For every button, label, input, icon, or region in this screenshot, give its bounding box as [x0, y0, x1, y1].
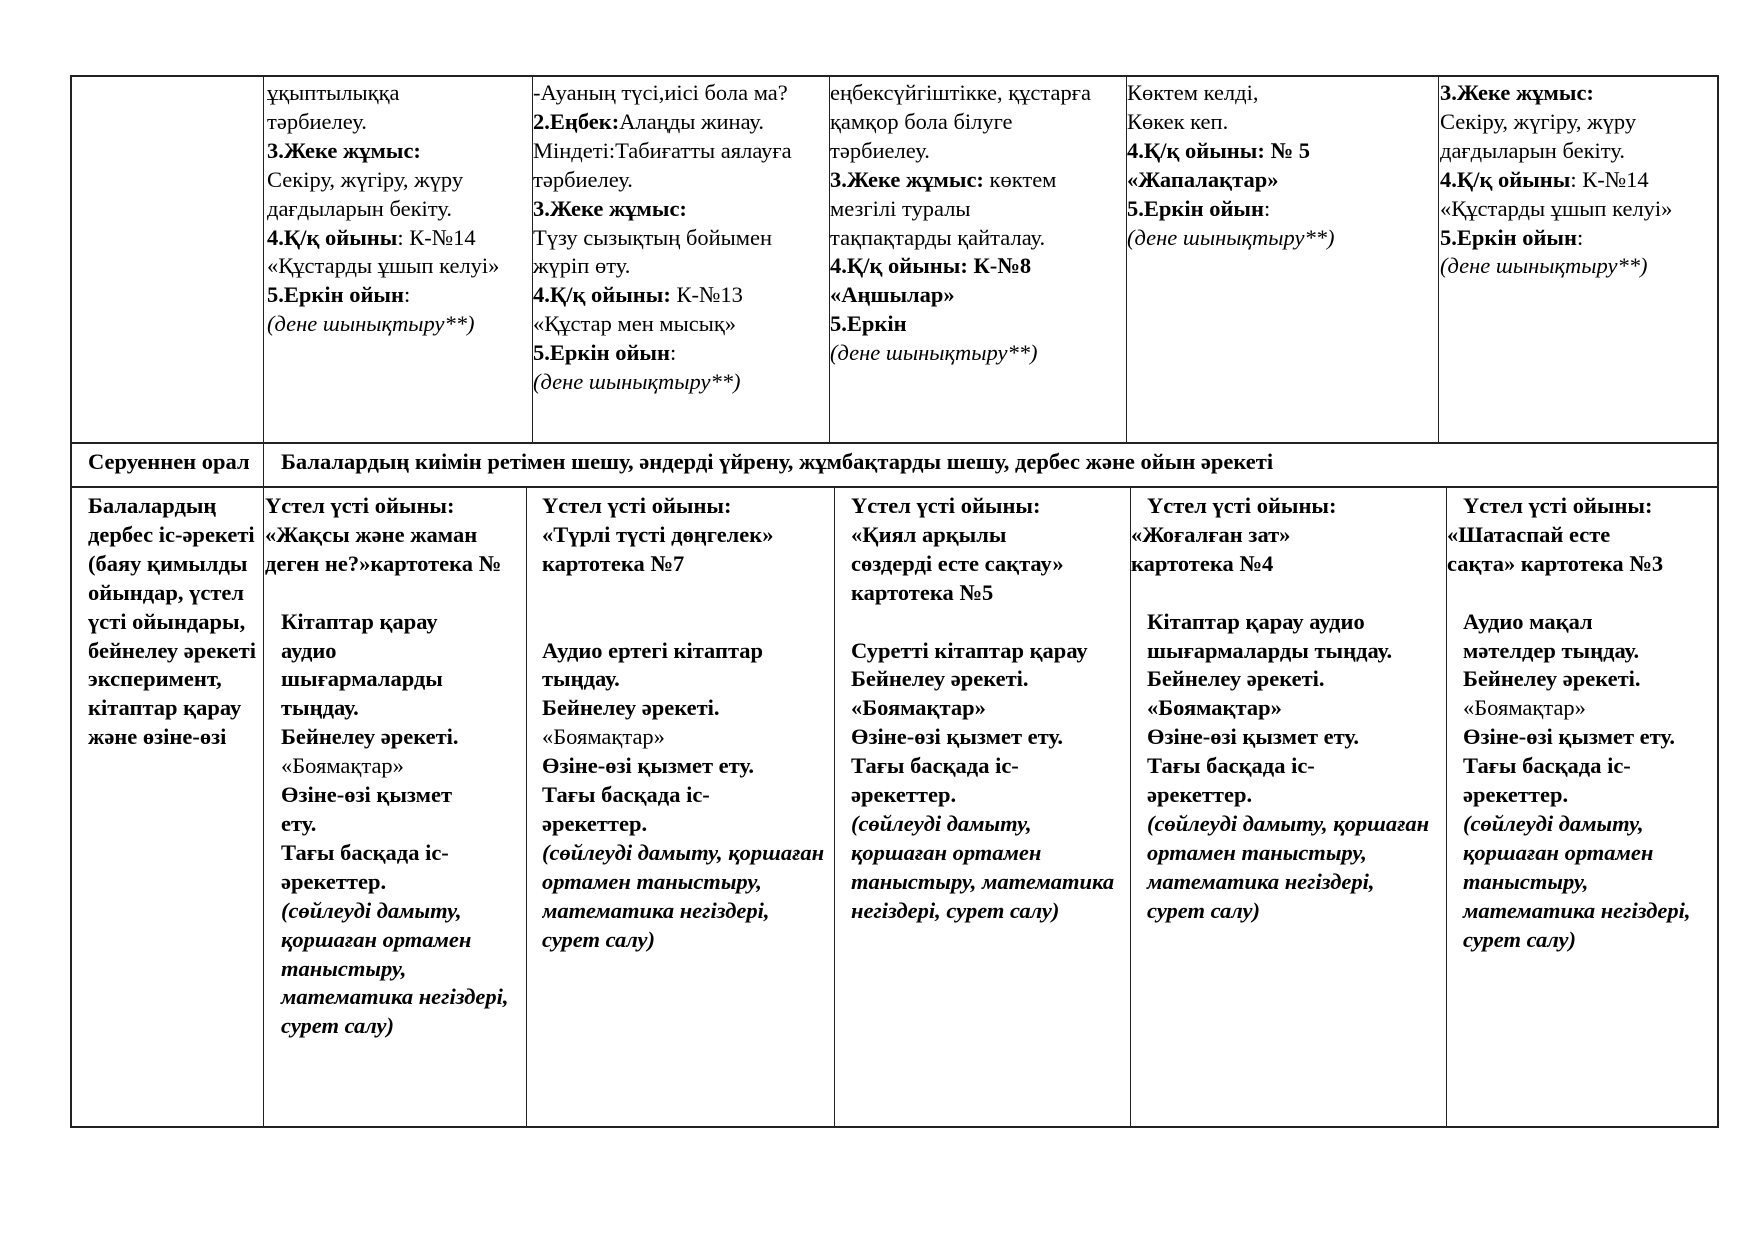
row1-cell-col3 — [533, 79, 828, 439]
text-run: әрекеттер. — [1147, 782, 1253, 808]
text-line — [542, 926, 833, 955]
text-run: Өзіне-өзі қызмет ету. — [1463, 724, 1676, 750]
text-run: (дене шынықтыру**) — [533, 369, 741, 395]
text-run: Өзіне-өзі қызмет — [281, 782, 453, 808]
text-run: Үстел үсті ойыны: — [542, 493, 732, 518]
text-line — [1440, 79, 1716, 108]
text-run: 3.Жеке жұмыс: — [267, 137, 421, 163]
text-line — [1447, 579, 1716, 608]
text-run: «Құстарды ұшып келуі» — [267, 253, 500, 279]
text-run: жүріп өту. — [533, 253, 631, 279]
text-run: Секіру, жүгіру, жүру — [267, 166, 464, 192]
text-line — [542, 579, 833, 608]
text-line — [265, 579, 525, 608]
text-run: 5.Еркін ойын — [267, 282, 404, 308]
text-line — [265, 752, 525, 781]
text-run: Үстел үсті ойыны: — [1463, 493, 1653, 518]
text-line — [265, 810, 525, 839]
text-run: Үстел үсті ойыны: — [1147, 493, 1337, 518]
text-run: эксперимент, — [88, 666, 222, 692]
row3-divider-a — [526, 487, 527, 1127]
text-line — [533, 224, 828, 253]
text-line — [830, 281, 1125, 310]
text-line — [830, 108, 1125, 137]
text-line — [1440, 224, 1716, 253]
text-line — [533, 195, 828, 224]
text-run: (сөйлеуді дамыту, қоршаған — [542, 839, 825, 865]
text-run: мезгілі туралы — [830, 195, 971, 221]
text-line — [265, 983, 525, 1012]
text-run: (дене шынықтыру**) — [1127, 224, 1335, 250]
text-line — [1131, 723, 1445, 752]
text-run: Кітаптар қарау аудио — [1147, 608, 1365, 634]
text-run: сурет салу) — [1147, 897, 1260, 923]
text-run: Аудио ертегі кітаптар — [542, 637, 764, 663]
text-run: көктем — [983, 166, 1057, 192]
text-run: «Аңшылар» — [830, 282, 955, 308]
text-line — [267, 166, 531, 195]
text-line — [265, 550, 525, 579]
text-line — [265, 608, 525, 637]
text-line — [851, 839, 1129, 868]
text-run: Тағы басқада іс- — [281, 839, 449, 865]
text-run: дербес іс-әрекеті — [88, 521, 255, 547]
text-line — [265, 723, 525, 752]
row1-cell-col1 — [72, 77, 263, 442]
text-line — [542, 868, 833, 897]
text-run: таныстыру, — [1463, 868, 1589, 894]
text-run: дағдыларын бекіту. — [1440, 137, 1625, 163]
text-line — [533, 108, 828, 137]
text-line — [542, 839, 833, 868]
text-line — [533, 137, 828, 166]
row3-cell-col2 — [265, 492, 525, 1122]
row1-cell-col6 — [1440, 79, 1716, 439]
text-run: әрекеттер. — [1463, 782, 1569, 808]
text-run: : — [1263, 195, 1271, 221]
text-run: шығармаларды тыңдау. — [1147, 637, 1393, 663]
text-run: «Құстар мен мысық» — [533, 311, 736, 337]
row1-cell-col5 — [1127, 79, 1437, 439]
text-run: «Түрлі түсті дөңгелек» — [542, 521, 774, 547]
row3-divider-b — [834, 487, 835, 1127]
text-line — [542, 810, 833, 839]
text-line — [1447, 868, 1716, 897]
text-line — [830, 339, 1125, 368]
text-run: «Жақсы және жаман — [265, 521, 478, 547]
text-line — [265, 926, 525, 955]
text-run: 2.Еңбек: — [533, 108, 620, 134]
text-line — [830, 195, 1125, 224]
text-run: 3.Жеке жұмыс: — [830, 166, 984, 192]
row-divider-1 — [70, 442, 1719, 444]
text-run: кітаптар қарау — [88, 695, 242, 721]
text-line — [267, 79, 531, 108]
text-line — [1447, 608, 1716, 637]
text-line — [1131, 550, 1445, 579]
text-run: ортамен таныстыру, — [1147, 839, 1367, 865]
text-line — [533, 339, 828, 368]
text-line — [1131, 868, 1445, 897]
text-run: «Боямақтар» — [1147, 695, 1282, 721]
text-run: : К-№14 — [397, 224, 476, 250]
text-line — [88, 665, 262, 694]
text-line — [851, 810, 1129, 839]
text-run: : — [1576, 224, 1584, 250]
text-run: Тағы басқада іс- — [542, 782, 710, 808]
text-run: (сөйлеуді дамыту, — [851, 810, 1032, 836]
text-run: : — [669, 340, 677, 366]
text-run: 3.Жеке жұмыс: — [1440, 80, 1594, 105]
text-line — [542, 665, 833, 694]
text-line — [265, 694, 525, 723]
text-line — [1440, 195, 1716, 224]
text-line — [267, 281, 531, 310]
text-line — [265, 839, 525, 868]
text-line — [267, 195, 531, 224]
text-run: 3.Жеке жұмыс: — [533, 195, 687, 221]
text-run: тәрбиелеу. — [830, 137, 930, 163]
text-line — [1440, 137, 1716, 166]
text-line — [851, 521, 1129, 550]
text-run: Міндеті:Табиғатты аялауға — [533, 137, 792, 163]
row2-label: Серуеннен орал — [88, 449, 250, 474]
text-run: 5.Еркін ойын — [1440, 224, 1577, 250]
text-run: Өзіне-өзі қызмет ету. — [1147, 724, 1360, 750]
text-line — [1131, 521, 1445, 550]
text-run: : — [403, 282, 411, 308]
text-line — [1131, 608, 1445, 637]
text-line — [1131, 492, 1445, 521]
text-run: математика негіздері, — [1147, 868, 1375, 894]
text-line — [533, 79, 828, 108]
text-line — [265, 868, 525, 897]
text-line — [533, 281, 828, 310]
text-run: математика негіздері, — [281, 984, 509, 1010]
text-run: Балалардың — [88, 493, 217, 518]
text-run: Көкек кеп. — [1127, 108, 1229, 134]
text-line — [1440, 166, 1716, 195]
text-line — [851, 579, 1129, 608]
row2-content-cell — [281, 446, 1711, 484]
text-line — [1447, 839, 1716, 868]
table-border-top — [70, 75, 1719, 77]
row1-cell-col4 — [830, 79, 1125, 439]
text-line — [267, 137, 531, 166]
text-line — [1131, 752, 1445, 781]
text-run: ойындар, үстел — [88, 579, 245, 605]
text-line — [265, 521, 525, 550]
text-line — [1447, 521, 1716, 550]
text-line — [542, 897, 833, 926]
row2-content: Балалардың киімін ретімен шешу, әндерді үйрену, жұмбақтарды шешу, дербес және ойын әрекеті — [281, 449, 1274, 474]
text-line — [533, 166, 828, 195]
text-line — [267, 252, 531, 281]
text-run: картотека №5 — [851, 579, 994, 605]
column-divider-1 — [263, 75, 264, 1128]
text-line — [830, 137, 1125, 166]
text-line — [88, 579, 262, 608]
text-run: қоршаған ортамен — [281, 926, 472, 952]
text-run: (сөйлеуді дамыту, — [281, 897, 462, 923]
text-line — [1131, 839, 1445, 868]
text-line — [265, 637, 525, 666]
text-line — [830, 79, 1125, 108]
text-line — [1447, 492, 1716, 521]
text-run: Тағы басқада іс- — [1147, 753, 1315, 779]
text-line — [265, 781, 525, 810]
text-run: сурет салу) — [281, 1013, 394, 1039]
text-run: «Боямақтар» — [542, 724, 665, 750]
text-line — [542, 492, 833, 521]
text-run: Өзіне-өзі қызмет ету. — [851, 724, 1064, 750]
text-line — [542, 781, 833, 810]
text-line — [830, 166, 1125, 195]
text-run: -Ауаның түсі,иісі бола ма? — [533, 80, 788, 105]
row-divider-2 — [70, 486, 1719, 488]
text-run: Секіру, жүгіру, жүру — [1440, 108, 1637, 134]
text-line — [1127, 195, 1437, 224]
text-line — [267, 108, 531, 137]
text-line — [533, 368, 828, 397]
text-run: «Құстарды ұшып келуі» — [1440, 195, 1673, 221]
text-line — [1131, 665, 1445, 694]
text-line — [1131, 637, 1445, 666]
text-run: ету. — [281, 810, 317, 836]
text-run: әрекеттер. — [542, 810, 648, 836]
text-run: 4.Қ/қ ойыны — [1440, 166, 1571, 192]
text-run: негіздері, сурет салу) — [851, 897, 1060, 923]
text-run: Үстел үсті ойыны: — [265, 493, 455, 518]
text-line — [542, 723, 833, 752]
text-line — [1447, 752, 1716, 781]
text-line — [1447, 810, 1716, 839]
text-run: Көктем келді, — [1127, 80, 1259, 105]
text-line — [851, 492, 1129, 521]
text-run: сурет салу) — [542, 926, 655, 952]
text-run: бейнелеу әрекеті — [88, 637, 256, 663]
text-run: еңбексүйгіштікке, құстарға — [830, 80, 1091, 105]
text-line — [1127, 224, 1437, 253]
text-run: (сөйлеуді дамыту, — [1463, 810, 1644, 836]
text-line — [1447, 694, 1716, 723]
text-line — [265, 665, 525, 694]
text-run: 5.Еркін ойын — [533, 340, 670, 366]
text-run: тәрбиелеу. — [533, 166, 633, 192]
row2-label-cell — [88, 446, 262, 484]
text-run: 4.Қ/қ ойыны: № 5 — [1127, 137, 1310, 163]
text-run: тыңдау. — [542, 666, 620, 692]
text-line — [851, 637, 1129, 666]
text-run: Аудио мақал — [1463, 608, 1593, 634]
text-run: үсті ойындары, — [88, 608, 246, 634]
text-line — [851, 752, 1129, 781]
text-run: Түзу сызықтың бойымен — [533, 224, 773, 250]
text-run: сөздерді есте сақтау» — [851, 550, 1064, 576]
text-run: Тағы басқада іс- — [1463, 753, 1631, 779]
text-line — [1127, 79, 1437, 108]
text-run: «Боямақтар» — [851, 695, 986, 721]
text-line — [830, 252, 1125, 281]
text-line — [533, 252, 828, 281]
text-run: Өзіне-өзі қызмет ету. — [542, 753, 755, 779]
text-line — [542, 637, 833, 666]
row3-cell-col1 — [88, 492, 262, 1122]
text-run: Тағы басқада іс- — [851, 753, 1019, 779]
text-run: Суретті кітаптар қарау — [851, 637, 1088, 663]
text-run: 5.Еркін — [830, 311, 907, 337]
text-line — [1447, 897, 1716, 926]
text-run: (баяу қимылды — [88, 550, 248, 576]
text-line — [1447, 637, 1716, 666]
text-run: таныстыру, — [281, 955, 407, 981]
text-line — [851, 550, 1129, 579]
text-run: математика негіздері, — [1463, 897, 1691, 923]
text-line — [1447, 665, 1716, 694]
text-run: 4.Қ/қ ойыны: К-№8 — [830, 253, 1032, 279]
text-line — [533, 310, 828, 339]
text-line — [1127, 166, 1437, 195]
text-run: 4.Қ/қ ойыны — [267, 224, 398, 250]
text-run: 4.Қ/қ ойыны: — [533, 282, 671, 308]
row1-cell-col2 — [267, 79, 531, 439]
text-run: (дене шынықтыру**) — [267, 311, 475, 337]
text-run: деген не?»картотека № — [265, 550, 502, 576]
text-run: Үстел үсті ойыны: — [851, 493, 1041, 518]
text-line — [265, 492, 525, 521]
text-run: картотека №7 — [542, 550, 685, 576]
text-run: аудио — [281, 637, 337, 663]
text-line — [1440, 252, 1716, 281]
text-run: математика негіздері, — [542, 897, 770, 923]
text-run: қамқор бола білуге — [830, 108, 1013, 134]
text-line — [851, 608, 1129, 637]
text-line — [265, 955, 525, 984]
text-run: әрекеттер. — [281, 868, 387, 894]
text-line — [265, 897, 525, 926]
text-line — [851, 665, 1129, 694]
text-run: «Жапалақтар» — [1127, 166, 1279, 192]
text-line — [851, 723, 1129, 752]
text-line — [88, 550, 262, 579]
text-line — [1131, 810, 1445, 839]
text-run: шығармаларды — [281, 666, 443, 692]
text-line — [267, 224, 531, 253]
text-line — [1131, 781, 1445, 810]
text-line — [830, 224, 1125, 253]
text-run: Кітаптар қарау — [281, 608, 438, 634]
text-run: «Шатаспай есте — [1447, 521, 1611, 547]
text-run: «Жоғалған зат» — [1131, 521, 1291, 547]
text-line — [267, 310, 531, 339]
text-line — [542, 694, 833, 723]
text-run: әрекеттер. — [851, 782, 957, 808]
text-run: 5.Еркін ойын — [1127, 195, 1264, 221]
text-run: мәтелдер тыңдау. — [1463, 637, 1640, 663]
text-run: (дене шынықтыру**) — [1440, 253, 1648, 279]
text-line — [830, 310, 1125, 339]
text-line — [1447, 926, 1716, 955]
row3-cell-col3 — [542, 492, 833, 1122]
text-run: (дене шынықтыру**) — [830, 340, 1038, 366]
text-run: сақта» картотека №3 — [1447, 550, 1664, 576]
text-run: таныстыру, математика — [851, 868, 1115, 894]
text-run: : К-№14 — [1570, 166, 1649, 192]
row3-cell-col5 — [1131, 492, 1445, 1122]
text-run: Бейнелеу әрекеті. — [1463, 666, 1641, 692]
text-run: Алаңды жинау. — [619, 108, 765, 134]
text-line — [1131, 897, 1445, 926]
row3-cell-col6 — [1447, 492, 1716, 1122]
text-run: Бейнелеу әрекеті. — [281, 724, 459, 750]
text-line — [851, 868, 1129, 897]
text-line — [1131, 579, 1445, 608]
table-border-right — [1717, 75, 1719, 1128]
text-line — [265, 1012, 525, 1041]
text-run: сурет салу) — [1463, 926, 1576, 952]
text-line — [88, 723, 262, 752]
text-run: К-№13 — [670, 282, 743, 308]
text-run: Бейнелеу әрекеті. — [1147, 666, 1325, 692]
text-run: тыңдау. — [281, 695, 359, 721]
text-line — [88, 608, 262, 637]
text-run: «Боямақтар» — [281, 753, 404, 779]
text-run: «Боямақтар» — [1463, 695, 1586, 721]
text-run: Бейнелеу әрекеті. — [542, 695, 720, 721]
row1-divider-d — [1438, 75, 1439, 443]
text-line — [1131, 694, 1445, 723]
text-run: Бейнелеу әрекеті. — [851, 666, 1029, 692]
text-run: дағдыларын бекіту. — [267, 195, 452, 221]
text-line — [542, 608, 833, 637]
text-run: (сөйлеуді дамыту, қоршаған — [1147, 810, 1430, 836]
text-line — [88, 521, 262, 550]
text-run: қоршаған ортамен — [851, 839, 1042, 865]
text-line — [1447, 781, 1716, 810]
text-line — [1440, 108, 1716, 137]
text-run: қоршаған ортамен — [1463, 839, 1654, 865]
text-run: және өзіне-өзі — [88, 724, 227, 750]
text-run: тақпақтарды қайталау. — [830, 224, 1046, 250]
text-run: ортамен таныстыру, — [542, 868, 762, 894]
text-line — [542, 521, 833, 550]
text-line — [88, 637, 262, 666]
text-run: ұқыптылыққа — [267, 80, 400, 105]
text-line — [851, 897, 1129, 926]
text-line — [542, 550, 833, 579]
text-line — [88, 492, 262, 521]
text-line — [1127, 108, 1437, 137]
text-line — [1447, 550, 1716, 579]
row3-cell-col4 — [851, 492, 1129, 1122]
text-run: тәрбиелеу. — [267, 108, 367, 134]
text-line — [1127, 137, 1437, 166]
text-line — [1447, 723, 1716, 752]
text-line — [542, 752, 833, 781]
table-border-bottom — [70, 1126, 1719, 1128]
text-line — [851, 781, 1129, 810]
text-run: картотека №4 — [1131, 550, 1274, 576]
text-run: «Қиял арқылы — [851, 521, 1007, 547]
text-line — [88, 694, 262, 723]
text-line — [851, 694, 1129, 723]
